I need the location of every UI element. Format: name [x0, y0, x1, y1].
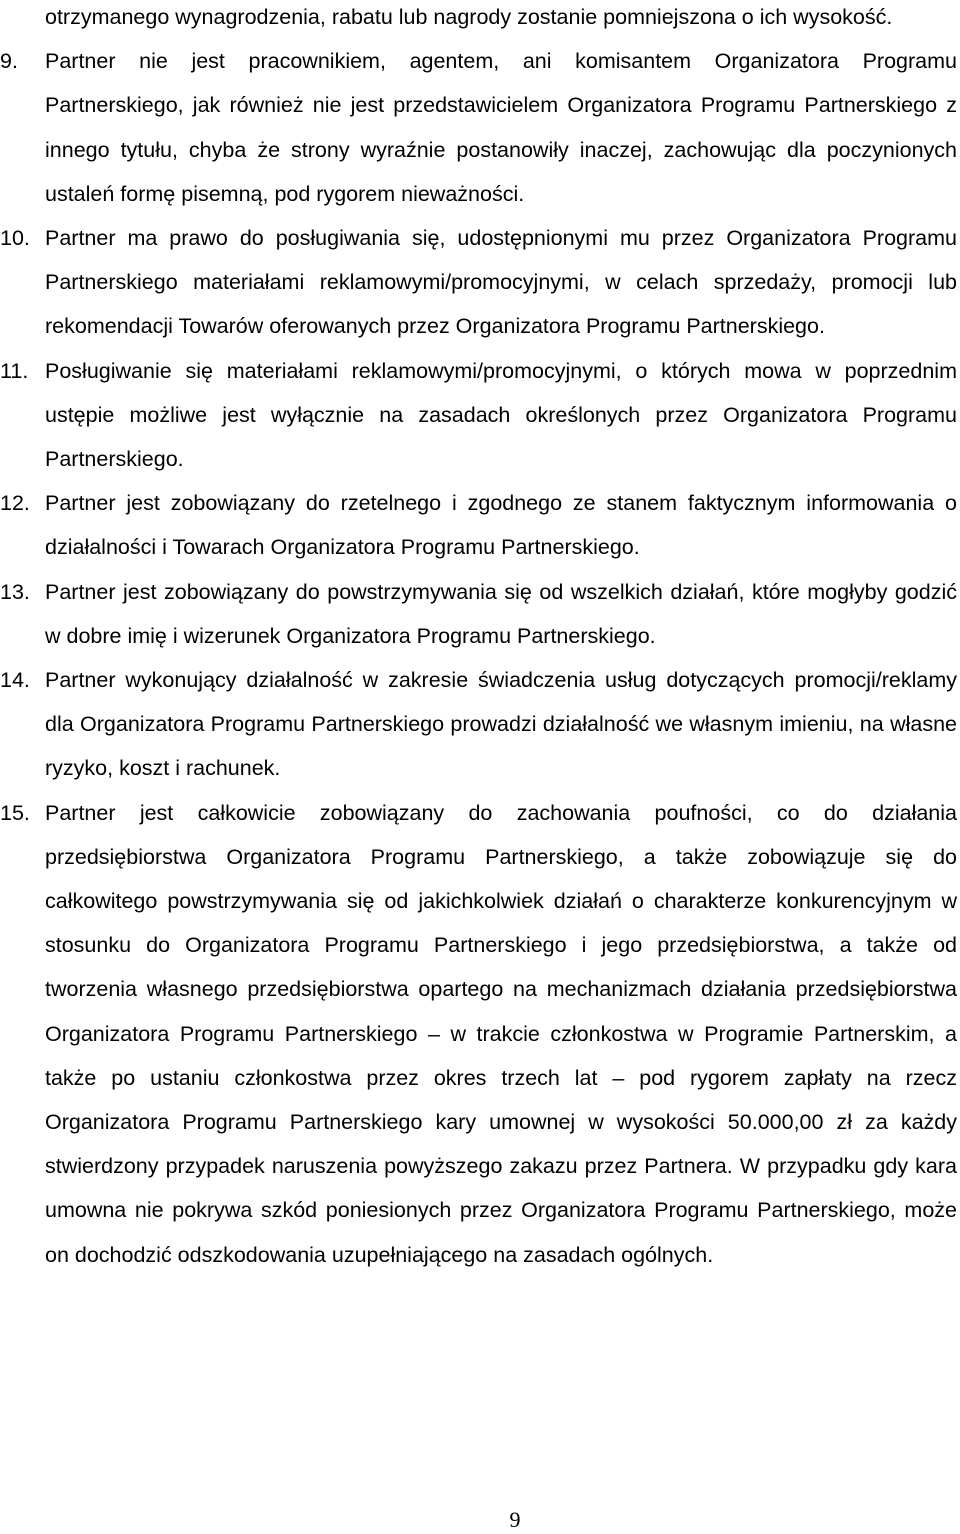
list-item-12 — [0, 481, 957, 569]
item-text: Partner ma prawo do posługiwania się, udostępnionymi mu przez Organizatora Programu Partnerskiego materiałami reklamowymi/promocyjnymi, w celach sprzedaży, promocji lub rekomendacji Towarów oferowanych przez Organizatora Programu Partnerskiego. — [45, 226, 957, 339]
item-text: Partner jest zobowiązany do powstrzymywania się od wszelkich działań, które mogłyby godzić w dobre imię i wizerunek Organizatora Programu Partnerskiego. — [45, 579, 957, 648]
list-item-10 — [0, 216, 957, 349]
item-number: 14. — [0, 668, 30, 693]
item-text: Partner wykonujący działalność w zakresie świadczenia usług dotyczących promocji/reklamy dla Organizatora Programu Partnerskiego prowadzi działalność we własnym imieniu, na własne ryzyko, koszt i rachunek. — [45, 668, 957, 781]
item-text: Partner jest zobowiązany do rzetelnego i zgodnego ze stanem faktycznym informowania o działalności i Towarach Organizatora Programu Partnerskiego. — [45, 491, 957, 560]
list-item-14 — [0, 658, 957, 791]
item-number: 13. — [0, 579, 30, 604]
item-text: Partner nie jest pracownikiem, agentem, ani komisantem Organizatora Programu Partnerskiego, jak również nie jest przedstawicielem Organizatora Programu Partnerskiego z innego tytułu, chyba że strony wyraźnie postanowiły inaczej, zachowując dla poczynionych ustaleń formę pisemną, pod rygorem nieważności. — [45, 49, 957, 206]
continuation-paragraph: otrzymanego wynagrodzenia, rabatu lub nagrody zostanie pomniejszona o ich wysokość. — [45, 5, 893, 29]
item-number: 15. — [0, 800, 30, 825]
item-number: 9. — [0, 49, 18, 74]
item-text: Posługiwanie się materiałami reklamowymi/promocyjnymi, o których mowa w poprzednim ustępie możliwe jest wyłącznie na zasadach określonych przez Organizatora Programu Partnerskiego. — [45, 358, 957, 472]
page-number: 9 — [509, 1507, 521, 1532]
item-number: 11. — [0, 358, 29, 383]
list-item-13 — [0, 570, 957, 658]
item-text: Partner jest całkowicie zobowiązany do zachowania poufności, co do działania przedsiębiorstwa Organizatora Programu Partnerskiego, a także zobowiązuje się do całkowitego powstrzymywania się od jakichkolwiek działań o charakterze konkurencyjnym w stosunku do Organizatora Programu Partnerskiego i jego przedsiębiorstwa, a także od tworzenia własnego przedsiębiorstwa opartego na mechanizmach działania przedsiębiorstwa Organizatora Programu Partnerskiego – w trakcie członkostwa w Programie Partnerskim, a także po ustaniu członkostwa przez okres trzech lat – pod rygorem zapłaty na rzecz Organizatora Programu Partnerskiego kary umownej w wysokości 50.000,00 zł za każdy stwierdzony przypadek naruszenia powyższego zakazu przez Partnera. W przypadku gdy kara umowna nie pokrywa szkód poniesionych przez Organizatora Programu Partnerskiego, może on dochodzić odszkodowania uzupełniającego na zasadach ogólnych. — [45, 800, 957, 1267]
list-item-15 — [0, 791, 957, 1277]
item-number: 10. — [0, 226, 30, 251]
list-item-11 — [0, 349, 957, 482]
item-number: 12. — [0, 491, 30, 516]
list-item-9 — [0, 39, 957, 216]
